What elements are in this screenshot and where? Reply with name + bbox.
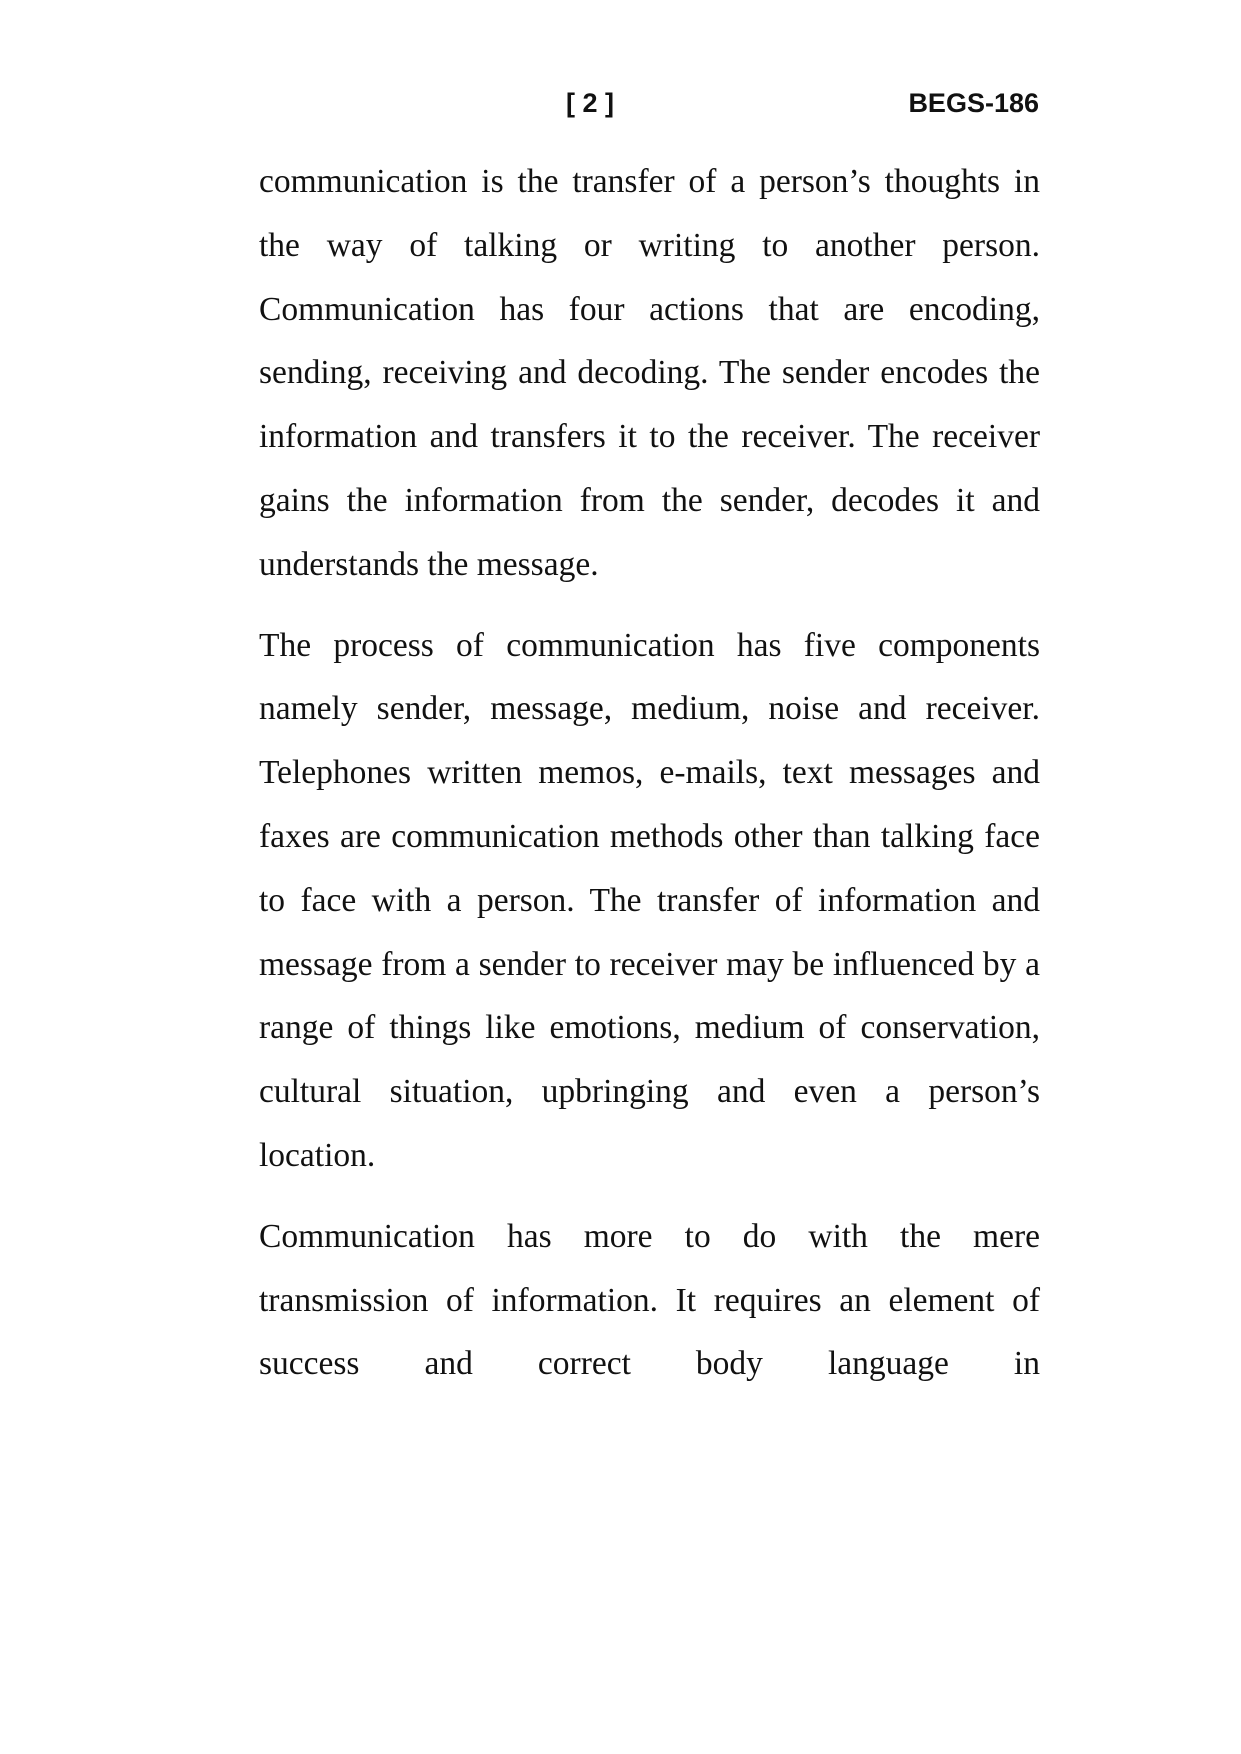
document-code: BEGS-186 [908,88,1039,118]
paragraph-1: communication is the transfer of a person’s thoughts in the way of talking or writing to another person. Communication has four actions that are encoding, sending, receiving and decoding. The sender encodes the information and transfers it to the receiver. The receiver gains the information from the sender, decodes it and understands the message. [259,163,1040,583]
page-header [0,88,1241,128]
page-number: [ 2 ] [566,88,615,118]
body-text [259,150,1040,1413]
paragraph-2: The process of communication has five components namely sender, message, medium, noise and receiver. Telephones written memos, e-mails, text messages and faxes are communication methods other than talking face to face with a person. The transfer of information and message from a sender to receiver may be influenced by a range of things like emotions, medium of conservation, cultural situation, upbringing and even a person’s location. [259,626,1040,1174]
paragraph-3: Communication has more to do with the mere transmission of information. It requires an element of success and correct body language in [259,1217,1040,1383]
